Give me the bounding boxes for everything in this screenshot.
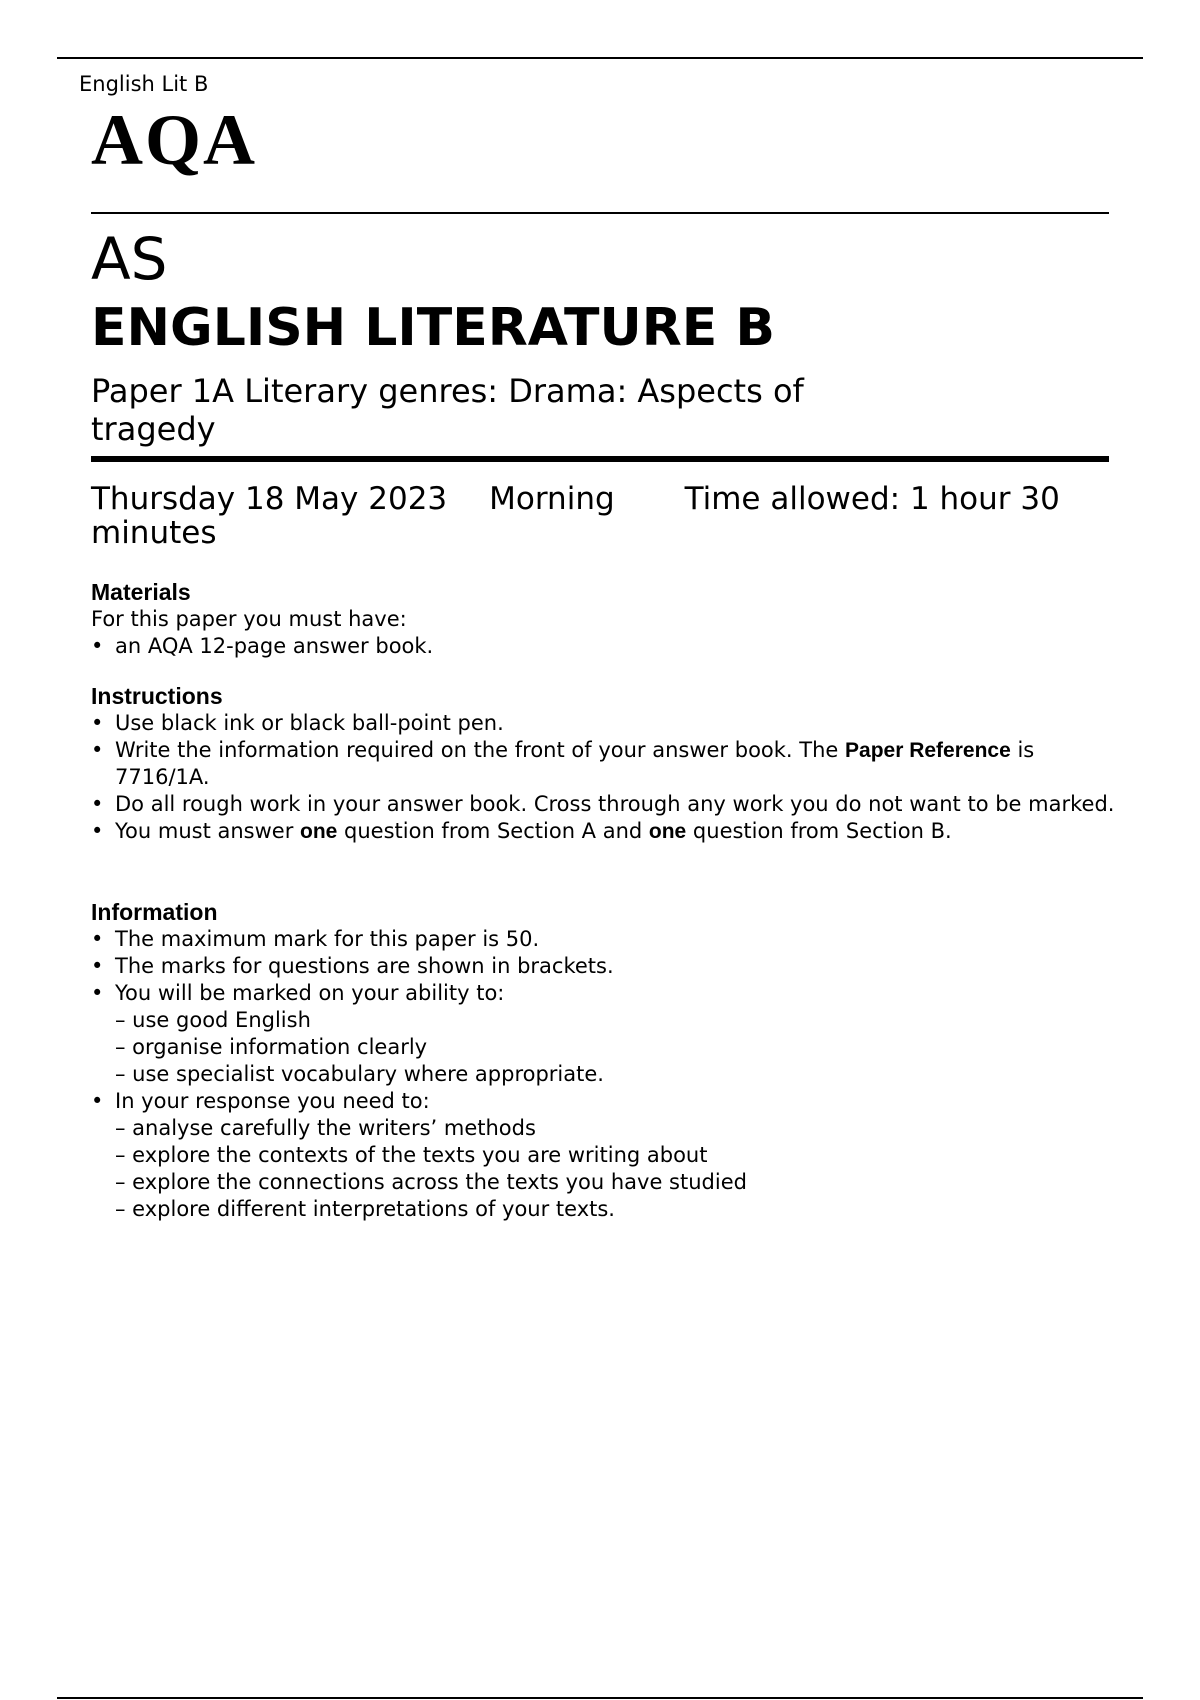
information-item: • The marks for questions are shown in brackets.: [91, 953, 1121, 980]
exam-details: [91, 482, 1121, 550]
information-subitem: – use good English: [115, 1008, 311, 1032]
information-item: [91, 980, 1121, 1088]
information-text: You will be marked on your ability to:: [115, 981, 505, 1005]
paper-reference-label: Paper Reference: [845, 739, 1011, 762]
information-subitem: – organise information clearly: [115, 1035, 428, 1059]
title-divider: [91, 212, 1109, 214]
exam-date: Thursday 18 May 2023: [91, 481, 448, 517]
qualification-level: AS: [91, 225, 168, 293]
instruction-text: question from Section B.: [686, 819, 952, 843]
instruction-text: You must answer: [115, 819, 301, 843]
time-allowed: Time allowed: 1 hour 30 minutes: [91, 481, 1060, 551]
title-thick-divider: [91, 456, 1109, 462]
instruction-text: Write the information required on the front of your answer book. The: [115, 738, 846, 762]
emphasis-one: one: [648, 820, 687, 843]
materials-section: [91, 578, 1121, 660]
information-heading: Information: [91, 899, 218, 925]
materials-list: [91, 633, 1121, 660]
instructions-section: [91, 682, 1121, 845]
information-subitem: – analyse carefully the writers’ methods: [115, 1116, 536, 1140]
instructions-heading: Instructions: [91, 683, 223, 709]
bottom-rule: [57, 1697, 1143, 1699]
information-subitem: – explore the connections across the texts you have studied: [115, 1170, 747, 1194]
instruction-text: is 7716/1A.: [115, 738, 1035, 789]
emphasis-one: one: [300, 820, 338, 843]
information-subitem: – explore different interpretations of your texts.: [115, 1197, 615, 1221]
aqa-logo: AQA: [91, 100, 257, 180]
header-label: English Lit B: [79, 72, 209, 96]
information-subitem: – use specialist vocabulary where appropriate.: [115, 1062, 604, 1086]
subject-title: ENGLISH LITERATURE B: [91, 298, 775, 358]
materials-intro: For this paper you must have:: [91, 607, 407, 631]
top-rule: [57, 57, 1143, 59]
information-subitem: – explore the contexts of the texts you are writing about: [115, 1143, 708, 1167]
information-section: [91, 898, 1121, 1223]
instruction-item: • Do all rough work in your answer book. Cross through any work you do not want to be marked.: [91, 791, 1121, 818]
materials-heading: Materials: [91, 579, 191, 605]
instructions-list: [91, 710, 1121, 845]
information-item: [91, 1088, 1121, 1223]
instruction-item: [91, 737, 1121, 791]
exam-session: Morning: [489, 481, 615, 517]
instruction-item: • Use black ink or black ball-point pen.: [91, 710, 1121, 737]
materials-item: • an AQA 12-page answer book.: [91, 633, 1121, 660]
information-text: In your response you need to:: [115, 1089, 430, 1113]
information-list: [91, 926, 1121, 1223]
instruction-item: [91, 818, 1121, 845]
instruction-text: question from Section A and: [337, 819, 649, 843]
information-item: • The maximum mark for this paper is 50.: [91, 926, 1121, 953]
paper-title: Paper 1A Literary genres: Drama: Aspects of tragedy: [91, 372, 804, 448]
